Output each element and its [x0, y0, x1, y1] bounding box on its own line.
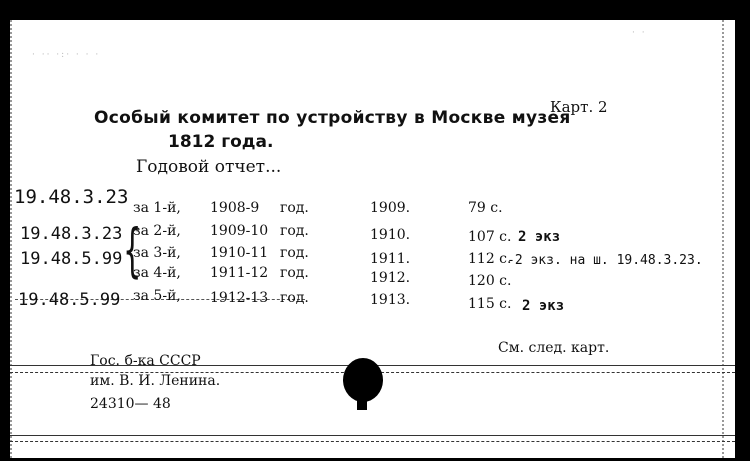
pub-year: 1909. — [370, 200, 411, 216]
pages: 79 с. — [468, 200, 503, 216]
year-range: 1912-13 — [210, 290, 269, 306]
god-label: год. — [280, 223, 309, 239]
pub-year: 1913. — [370, 292, 411, 308]
handwritten-note: 2 экз — [518, 229, 561, 245]
shelfmark: 19.48.5.99 — [18, 290, 121, 310]
god-label: год. — [280, 265, 309, 281]
pub-year: 1910. — [370, 227, 411, 243]
part-label: за 1-й, — [133, 200, 181, 216]
subtitle: Годовой отчет... — [136, 157, 282, 177]
shelfmark: 19.48.3.23 — [14, 186, 129, 208]
part-label: за 3-й, — [133, 245, 181, 261]
card-number: Карт. 2 — [550, 98, 608, 116]
pages: 115 с. — [468, 296, 512, 312]
year-range: 1911-12 — [210, 265, 269, 281]
table-row — [10, 186, 735, 216]
catalog-card — [10, 20, 735, 458]
part-label: за 5-й, — [133, 288, 181, 304]
see-next-card: См. след. карт. — [498, 340, 610, 356]
pages: 107 с. — [468, 229, 512, 245]
pages: 112 с. — [468, 251, 512, 267]
faded-stamp-marks: · ·· ·:· · · · — [32, 50, 101, 60]
table-row — [10, 221, 735, 243]
pages: 120 с. — [468, 273, 512, 289]
table-row — [10, 265, 735, 287]
god-label: год. — [280, 200, 309, 216]
corner-mark: · · — [632, 28, 647, 38]
bottom-rule — [10, 435, 735, 436]
pub-year: 1911. — [370, 251, 411, 267]
shelfmark: 19.48.5.99 — [20, 249, 123, 269]
part-label: за 4-й, — [133, 265, 181, 281]
title-line-1: Особый комитет по устройству в Москве музея — [94, 108, 571, 128]
title-line-2: 1812 года. — [168, 132, 274, 152]
bottom-rule — [10, 441, 735, 442]
year-range: 1908-9 — [210, 200, 260, 216]
library-stamp-line-1: Гос. б-ка СССР — [90, 353, 201, 369]
punch-hole — [343, 358, 383, 402]
shelfmark: 19.48.3.23 — [20, 224, 123, 244]
handwritten-note: 2 экз — [522, 298, 565, 314]
god-label: год. — [280, 290, 309, 306]
god-label: год. — [280, 245, 309, 261]
library-stamp-line-2: им. В. И. Ленина. — [90, 373, 221, 389]
library-stamp-line-3: 24310— 48 — [90, 396, 171, 412]
table-row — [10, 245, 735, 267]
handwritten-note: -2 экз. на ш. 19.48.3.23. — [507, 253, 703, 268]
table-row — [10, 288, 735, 314]
year-range: 1910-11 — [210, 245, 269, 261]
pub-year: 1912. — [370, 270, 411, 286]
part-label: за 2-й, — [133, 223, 181, 239]
bracket-mark: { — [123, 216, 142, 284]
year-range: 1909-10 — [210, 223, 269, 239]
